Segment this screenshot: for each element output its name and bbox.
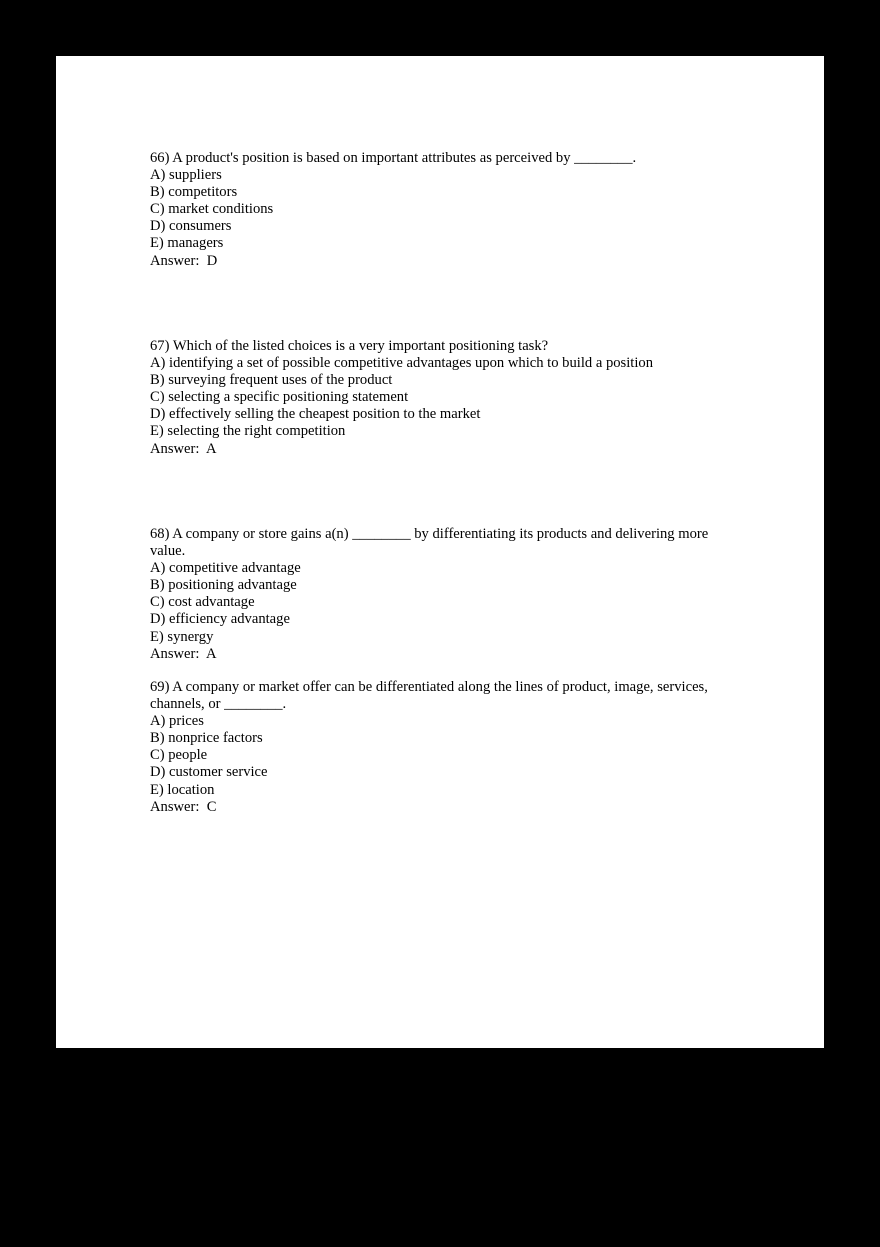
option-a: A) identifying a set of possible competitive advantages upon which to build a position (150, 355, 653, 372)
option-e: E) location (150, 781, 215, 798)
question-67 (150, 338, 740, 458)
answer-line: Answer: D (150, 252, 218, 269)
option-a: A) competitive advantage (150, 560, 301, 577)
question-68 (150, 526, 740, 663)
answer-line: Answer: A (150, 440, 217, 457)
option-d: D) efficiency advantage (150, 611, 290, 628)
option-e: E) selecting the right competition (150, 423, 346, 440)
option-a: A) suppliers (150, 167, 222, 184)
option-b: B) positioning advantage (150, 577, 297, 594)
option-e: E) synergy (150, 628, 214, 645)
answer-line: Answer: C (150, 798, 217, 815)
question-stem: 68) A company or store gains a(n) ________ by differentiating its products and delivering more value. (150, 526, 709, 560)
question-stem: 69) A company or market offer can be differentiated along the lines of product, image, services, channels, or ________. (150, 679, 708, 713)
option-c: C) selecting a specific positioning statement (150, 389, 409, 406)
document-page (56, 56, 824, 1048)
option-b: B) competitors (150, 184, 238, 201)
option-d: D) effectively selling the cheapest position to the market (150, 406, 481, 423)
option-c: C) cost advantage (150, 594, 255, 611)
option-d: D) customer service (150, 764, 268, 781)
option-e: E) managers (150, 235, 224, 252)
option-c: C) market conditions (150, 201, 274, 218)
option-b: B) nonprice factors (150, 730, 263, 747)
option-a: A) prices (150, 713, 204, 730)
answer-line: Answer: A (150, 645, 217, 662)
question-66 (150, 150, 740, 270)
question-stem: 67) Which of the listed choices is a very important positioning task? (150, 338, 549, 354)
option-c: C) people (150, 747, 208, 764)
question-stem: 66) A product's position is based on important attributes as perceived by ________. (150, 150, 637, 166)
question-69 (150, 679, 740, 816)
option-d: D) consumers (150, 218, 232, 235)
option-b: B) surveying frequent uses of the product (150, 372, 393, 389)
